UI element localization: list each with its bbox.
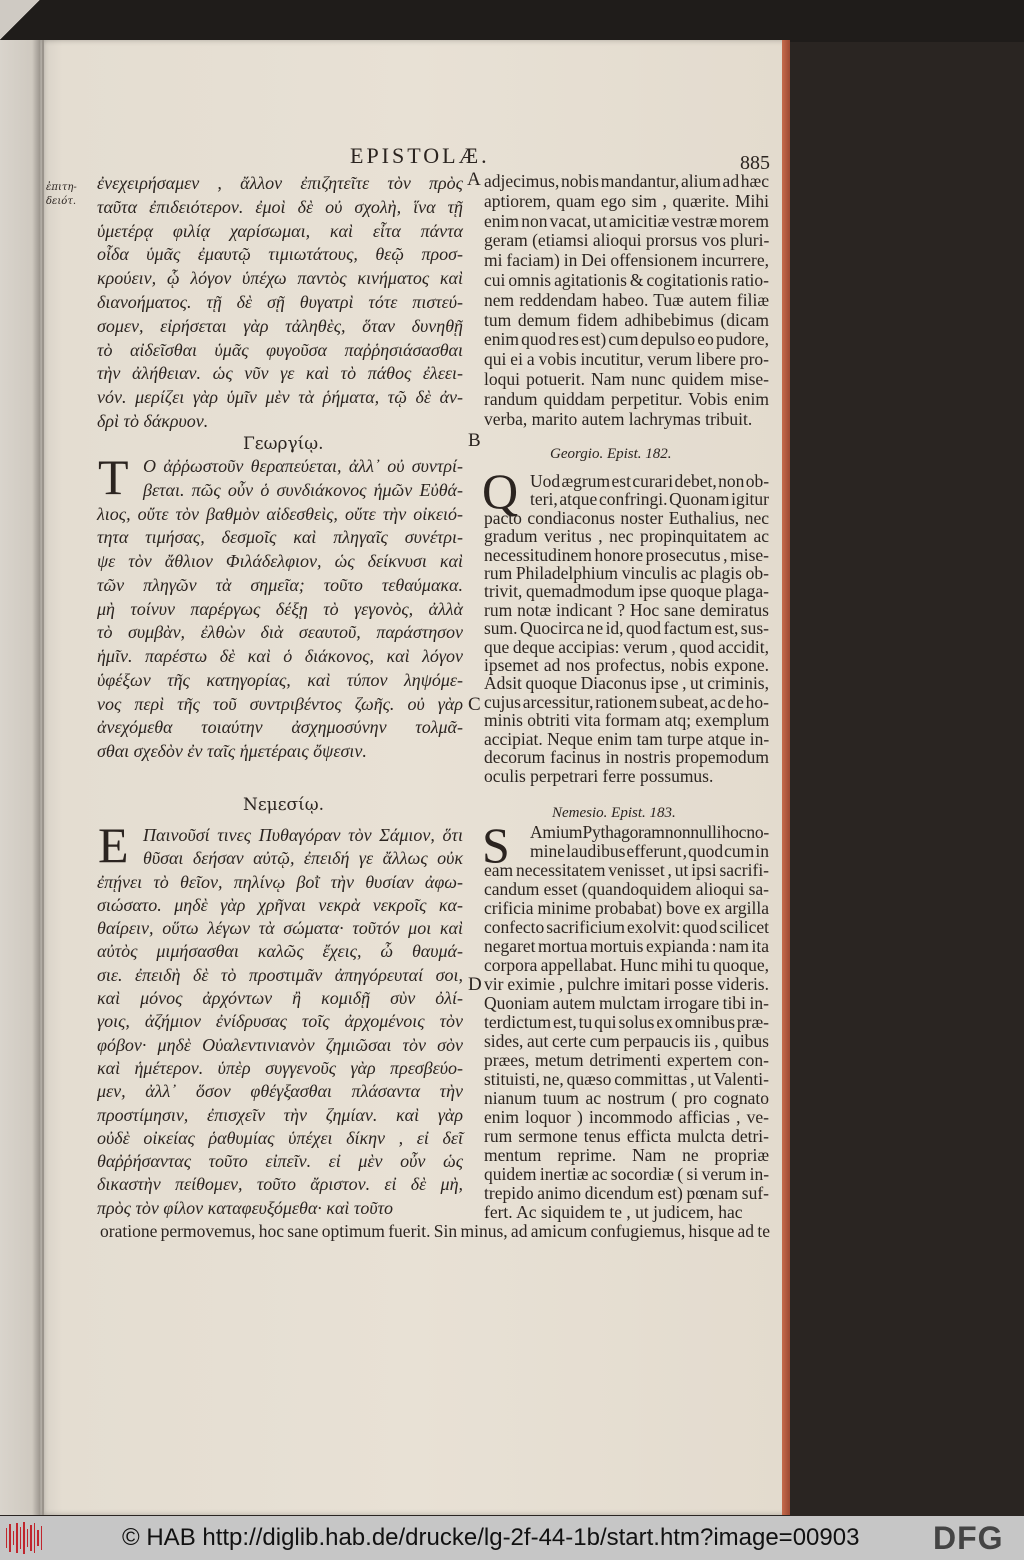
greek-letter-heading-nemesio: Νεμεσίῳ. [243, 795, 325, 815]
section-letter-d: D [468, 974, 482, 995]
text-line: προστίμησιν, ἐπισχεῖν τὴν ζημίαν. καὶ γὰρ [97, 1104, 463, 1125]
text-line: confecto sacrificium exolvit: quod scilicet [484, 917, 769, 937]
text-line: Ο ἀῤῥωστοῦν θεραπεύεται, ἀλλ᾽ οὐ συντρί- [143, 456, 463, 476]
text-line: Uod ægrum est curari debet, non ob- [530, 471, 770, 491]
latin-text-top [484, 172, 769, 429]
text-line: tum demum fidem adhibebimus (dicam [484, 309, 769, 330]
text-line: ὑφέξων τῆς κατηγορίας, καὶ τύπον ληψόμε- [97, 669, 463, 690]
page-gutter-line [42, 40, 44, 1515]
text-line: φόβον· μηδὲ Οὐαλεντινιανὸν ζημιῶσαι τὸν σὸν [97, 1034, 463, 1055]
text-line: ipsemet ad nos profectus, nobis expone. [484, 655, 769, 676]
red-page-edge [782, 40, 790, 1515]
drop-cap: Q [482, 463, 519, 519]
text-line: οἶδα ὑμᾶς ἐμαυτῷ τιμιωτάτους, θεῷ προσ- [97, 244, 463, 265]
text-line: Quoniam autem mulctam irrogare tibi in- [484, 993, 769, 1013]
text-line: κρούειν, ᾧ λόγον ὑπέχω παντὸς κινήματος καὶ [97, 268, 463, 289]
text-line: πρὸς τὸν φίλον καταφευξόμεθα· καὶ τοῦτο [97, 1197, 394, 1218]
text-line: ὑμετέρᾳ φιλίᾳ χαρίσωμαι, καὶ εἶτα πάντα [97, 220, 463, 241]
text-line: terdictum est, tu qui solus ex omnibus præ- [484, 1012, 769, 1032]
text-line: fert. Ac siquidem te , ut judicem, hac [484, 1202, 743, 1222]
text-line: quidem inertiæ ac socordiæ ( si verum in- [484, 1164, 770, 1184]
footer-bar [0, 1516, 1024, 1560]
text-line: minis obtriti vita formam atq; exemplum [484, 710, 770, 731]
text-line: βεται. πῶς οὖν ὁ συνδιάκονος ἡμῶν Εὐθά- [143, 479, 463, 500]
text-line: αὐτὸς μιμήσασθαι καλῶς ἔχεις, ὦ θαυμά- [97, 941, 463, 962]
drop-cap: S [482, 817, 510, 873]
scan-background [0, 0, 1024, 42]
copyright-url: © HAB http://diglib.hab.de/drucke/lg-2f-44-1b/start.htm?image=00903 [122, 1524, 860, 1551]
text-line: verba, marito autem lachrymas tribuit. [484, 408, 753, 429]
text-line: candum esset (quandoquidem alioqui sa- [484, 879, 769, 899]
section-letter-a: A [467, 169, 481, 190]
text-line: rum Philadelphium vinculis ac plagis ob- [484, 563, 769, 584]
text-line: accipiat. Neque enim tam turpe atque in- [484, 728, 770, 749]
text-line: rum sermone tenus efficta mulcta detri- [484, 1126, 769, 1146]
text-line: σθαι σχεδὸν ἐν ταῖς ἡμετέραις ὄψεσιν. [97, 741, 367, 761]
text-line: ἀνεχόμεθα τοιαύτην ἀσχημοσύνην τολμᾶ- [97, 717, 463, 738]
text-line: qui ei a vobis incutitur, verum libere pro- [484, 349, 769, 370]
text-line: oratione permovemus, hoc sane optimum fuerit. Sin minus, ad amicum confugiemus, hisque ad te [100, 1221, 770, 1241]
text-line: νόν. μερίζει γὰρ ὑμῖν μὲν τὰ ῥήματα, τῷ δὲ ἀν- [97, 387, 463, 408]
latin-text-nemesio [484, 823, 769, 1222]
margin-note [46, 181, 77, 209]
latin-letter-heading-georgio: Georgio. Epist. 182. [550, 446, 672, 462]
text-line: τῶν πληγῶν τὰ σημεῖα; τοῦτο τεθαύμακα. [97, 574, 463, 595]
text-line: gradum veritus , nec propinquitatem ac [484, 526, 769, 547]
text-line: δικαστὴν πείθομεν, τοῦτο ἄριστον. εἰ δὲ μὴ, [97, 1174, 463, 1195]
text-line: mi faciam) in Dei offensionem incurrere, [484, 250, 769, 271]
running-head: EPISTOLÆ. [350, 143, 490, 168]
greek-text-top [97, 172, 463, 434]
text-line: sides, aut certe cum perpaucis iis , quibus [484, 1031, 769, 1051]
text-line: præes, metum detrimenti expertem con- [484, 1050, 769, 1070]
text-line: cui omnis agitationis & cogitationis ratio- [484, 269, 769, 290]
text-line: οὐδὲ οἰκείας ῥαθυμίας ὑπέχει δίκην , εἰ δεῖ [97, 1127, 463, 1148]
text-line: τὸ συμβὰν, ἐλθὼν διὰ σεαυτοῦ, παράστησον [97, 622, 463, 643]
text-line: μεν, ἀλλ᾽ ὅσον φθέγξασθαι πλάσαντα τὴν [97, 1081, 463, 1102]
text-line: geram (etiamsi alioqui prorsus vos pluri- [484, 230, 770, 251]
text-line: σιε. ἐπειδὴ δὲ τὸ προστιμᾶν ἀπηγόρευταί σοι, [97, 964, 463, 985]
text-line: teri, atque confringi. Quonam igitur [530, 489, 769, 510]
text-line: σομεν, εἰρήσεται γὰρ τἀληθὲς, ὅταν δυνηθῇ [97, 315, 463, 336]
text-line: νος περὶ τῆς τοῦ συντριβέντος ζωῆς. οὐ γὰρ [97, 693, 463, 714]
text-line: ψε τὸν ἄθλιον Φιλάδελφιον, ὡς δείκνυσι καὶ [97, 551, 463, 571]
margin-note-line: ἐπιτη- [46, 182, 77, 193]
text-line: θαίρειν, οὕτω λέγων τὰ σώματα· τοῦτόν μοι καὶ [97, 918, 463, 939]
facing-page-edge [0, 40, 40, 1515]
page-number: 885 [740, 152, 770, 174]
text-line: sum. Quocirca ne id, quod factum est, sus- [484, 618, 769, 639]
section-letter-c: C [468, 694, 481, 715]
text-line: καὶ μόνος ἀρχόντων ἢ κομιδῇ σὺν ὀλί- [97, 988, 463, 1009]
text-line: ταῦτα ἐπιδειότερον. ἐμοὶ δὲ οὐ σχολὴ, ἵνα τῇ [97, 196, 463, 217]
text-line: eam necessitatem venisset , ut ipsi sacrifi- [484, 860, 770, 880]
drop-cap: T [98, 449, 129, 505]
facing-page-corner [0, 0, 40, 40]
text-line: διανοήματος. τῇ δὲ σῇ θυγατρὶ τότε πιστεύ- [97, 291, 463, 312]
text-line: mine laudibus efferunt , quod cum in [530, 841, 769, 861]
text-line: σιώσατο. μηδὲ γὰρ χρῆναι νεκρὰ νεκροῖς κα- [97, 894, 463, 915]
text-line: loqui potuerit. Nam nunc quidem mise- [484, 368, 769, 389]
text-line: vir eximie , pulchre imitari posse videris. [484, 974, 769, 994]
greek-text-nemesio [97, 824, 463, 1220]
text-line: que deque accipias: verum , quod accidit, [484, 636, 769, 657]
text-line: δρὶ τὸ δάκρυον. [97, 410, 209, 431]
text-line: adjecimus, nobis mandantur, alium ad hæc [484, 171, 769, 191]
text-line: trepido animo dicendum est) pœnam suf- [484, 1183, 769, 1203]
text-line: enim loquor ) incommodo afficias , ve- [484, 1107, 769, 1127]
text-line: θαῤῥήσαντας τοῦτο εἰπεῖν. εἰ μὲν οὖν ὡς [97, 1151, 463, 1172]
text-line: nianum tuum ac nostrum ( pro cognato [484, 1088, 769, 1108]
text-line: rum notæ indicant ? Hoc sane demiratus [484, 599, 769, 620]
text-line: stituisti, ne, quæso committas , ut Valenti- [484, 1069, 769, 1089]
text-line: Παινοῦσί τινες Πυθαγόραν τὸν Σάμιον, ὅτι [143, 825, 463, 845]
text-line: mentum reprime. Nam ne propriæ [484, 1145, 769, 1165]
text-line: Amium Pythagoram nonnulli hoc no- [530, 822, 769, 842]
text-line: corpora appellabat. Hunc mihi tu quoque, [484, 955, 769, 975]
text-line: καὶ ἡμέτερον. ὑπὲρ συγγενοῦς γὰρ πρεσβεύο- [97, 1057, 463, 1078]
text-line: τητα τιμήσας, δεσμοῖς καὶ πληγαῖς συνέτρι- [97, 527, 463, 548]
text-line: crificia minime probabat) bove ex argilla [484, 898, 769, 918]
text-line: aptiorem, quam ego sim , quærite. Mihi [484, 190, 769, 211]
latin-letter-heading-nemesio: Nemesio. Epist. 183. [552, 805, 676, 821]
text-line: enim non vacat, ut amicitiæ vestræ morem [484, 210, 769, 231]
latin-text-georgio [484, 472, 769, 785]
section-letter-b: B [468, 430, 481, 451]
greek-text-georgio [97, 455, 463, 764]
text-line: τὴν ἀλήθειαν. ὡς νῦν γε καὶ τὸ πάθος ἐλεει- [97, 363, 463, 384]
hab-logo-icon [6, 1522, 42, 1554]
text-line: γοις, ἀζήμιον ἐνίδρυσας τοῖς ἀρχομένοις τὸν [97, 1011, 463, 1032]
text-line: τὸ αἰδεῖσθαι ὑμᾶς φυγοῦσα παῤῥησιάσασθαι [97, 339, 463, 360]
text-line: negaret mortua mortuis expianda : nam ita [484, 936, 769, 956]
text-line: Adsit quoque Diaconus ipse , ut criminis, [484, 673, 769, 694]
text-line: μὴ τοίνυν παρέργως δέξῃ τὸ γεγονὸς, ἀλλὰ [97, 598, 463, 619]
text-line: ἐπῄνει τὸ θεῖον, πηλίνῳ βοῒ τὴν θυσίαν ἀφω- [97, 871, 463, 892]
closing-line [100, 1221, 770, 1241]
margin-note-line: δειότ. [46, 196, 77, 207]
text-line: nem reddendam habeo. Tuæ autem filiæ [484, 289, 769, 310]
text-line: ἐνεχειρήσαμεν , ἄλλον ἐπιζητεῖτε τὸν πρὸς [97, 173, 463, 193]
text-line: randum quiddam perpetitur. Vobis enim [484, 388, 769, 409]
dfg-logo: DFG [933, 1520, 1004, 1556]
text-line: θῦσαι δεήσαν αὐτῷ, ἐπειδή γε ἄλλως οὐκ [143, 848, 463, 869]
text-line: oculis perpetrari ferre possumus. [484, 765, 714, 786]
text-line: pacto condiaconus noster Euthalius, nec [484, 507, 769, 528]
text-line: cujus arcessitur, rationem subeat, ac de ho- [484, 691, 769, 712]
text-line: necessitudinem honore prosecutus , mise- [484, 544, 769, 565]
text-line: enim quod res est) cum depulso eo pudore, [484, 329, 769, 350]
greek-letter-heading-georgio: Γεωργίῳ. [243, 434, 324, 454]
text-line: trivit, quemadmodum ipse quoque plaga- [484, 581, 769, 602]
text-line: decorum facinus in nostris propemodum [484, 747, 769, 768]
drop-cap: E [98, 817, 129, 873]
text-line: ἡμῖν. παρέστω δὲ καὶ ὁ διάκονος, καὶ λόγον [97, 646, 463, 666]
text-line: λιος, οὔτε τὸν βαθμὸν αἰδεσθεὶς, οὔτε τὴν οἰκειό- [97, 503, 463, 524]
